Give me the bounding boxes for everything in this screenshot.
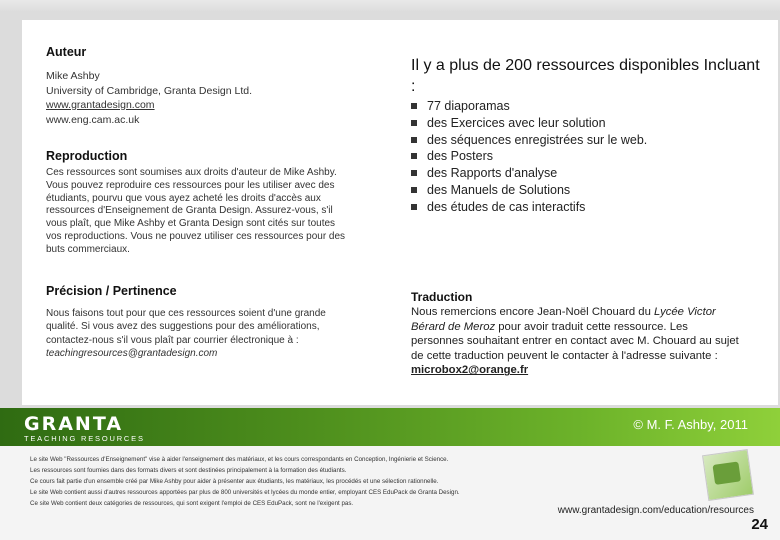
list-item: 77 diaporamas	[411, 98, 647, 115]
precision-text-block	[46, 307, 336, 360]
resource-thumbnail-icon	[702, 449, 754, 501]
auteur-details	[46, 69, 346, 127]
list-item: des Posters	[411, 148, 647, 165]
cam-url: www.eng.cam.ac.uk	[46, 113, 140, 126]
resources-heading: Il y a plus de 200 ressources disponibles Incluant :	[411, 57, 760, 95]
reproduction-text: Ces ressources sont soumises aux droits d'auteur de Mike Ashby. Vous pouvez reproduire ces ressources pour les utiliser avec des étudiants, pourvu que vous ayez acheté les droits d'accès aux ressources d'Enseignement de Granta Design. Assurez-vous, s'il vous plaît, que Mike Ashby et Granta Design sont cités sur toutes vos reproductions. Vous ne pouvez utiliser ces ressources pour des buts commerciaux.	[46, 167, 346, 255]
author-affiliation: University of Cambridge, Granta Design Ltd.	[46, 84, 253, 97]
list-item: des Manuels de Solutions	[411, 182, 647, 199]
traduction-text: Nous remercions encore Jean-Noël Chouard du Lycée Victor Bérard de Meroz pour avoir traduit cette ressource. Les personnes souhaitant entrer en contact avec M. Chouard au sujet de cette traduction peuvent le contacter à l'adresse suivante : microbox2@orange.fr	[411, 306, 739, 377]
translator-email[interactable]: microbox2@orange.fr	[411, 364, 529, 377]
author-name: Mike Ashby	[46, 70, 100, 82]
square-bullet-icon	[411, 153, 417, 159]
resources-list	[411, 98, 647, 216]
reproduction-heading: Reproduction	[46, 149, 128, 163]
lycee-name: Lycée Victor Bérard de Meroz	[411, 306, 716, 333]
precision-text: Nous faisons tout pour que ces ressources soient d'une grande qualité. Si vous avez des suggestions pour des améliorations, contactez-nous s'il vous plaît par courrier électronique à :	[46, 308, 326, 346]
square-bullet-icon	[411, 187, 417, 193]
list-item: des Rapports d'analyse	[411, 165, 647, 182]
list-item: des études de cas interactifs	[411, 199, 647, 216]
square-bullet-icon	[411, 120, 417, 126]
granta-logo: GRANTA TEACHING RESOURCES	[24, 413, 145, 443]
traduction-heading: Traduction	[411, 290, 473, 304]
copyright-notice: © M. F. Ashby, 2011	[633, 417, 748, 432]
list-item: des séquences enregistrées sur le web.	[411, 132, 647, 149]
square-bullet-icon	[411, 137, 417, 143]
contact-email[interactable]: teachingresources@grantadesign.com	[46, 347, 218, 359]
square-bullet-icon	[411, 204, 417, 210]
footer-fine-print: Le site Web "Ressources d'Enseignement" vise à aider l'enseignement des matériaux, et les cours correspondants en Conception, Ingénierie et Science. Les ressources sont fournies dans des formats divers et sont destinées principalement à la formation des étudiants. Ce cours fait partie d'un ensemble créé par Mike Ashby pour aider à présenter aux étudiants, les matériaux, les procédés et une sélection rationnelle. Le site Web contient aussi d'autres ressources apportées par plus de 800 universités et lycées du monde entier, employant CES EduPack de Granta Design. Ce site Web contient deux catégories de ressources, qui sont exigent l'emploi de CES EduPack, sont ne l'exigent pas.	[30, 456, 460, 507]
square-bullet-icon	[411, 103, 417, 109]
granta-link[interactable]: www.grantadesign.com	[46, 99, 155, 111]
square-bullet-icon	[411, 170, 417, 176]
auteur-heading: Auteur	[46, 45, 87, 59]
precision-heading: Précision / Pertinence	[46, 284, 177, 298]
list-item: des Exercices avec leur solution	[411, 115, 647, 132]
website-url[interactable]: www.grantadesign.com/education/resources	[557, 505, 754, 516]
page-number: 24	[751, 516, 768, 533]
